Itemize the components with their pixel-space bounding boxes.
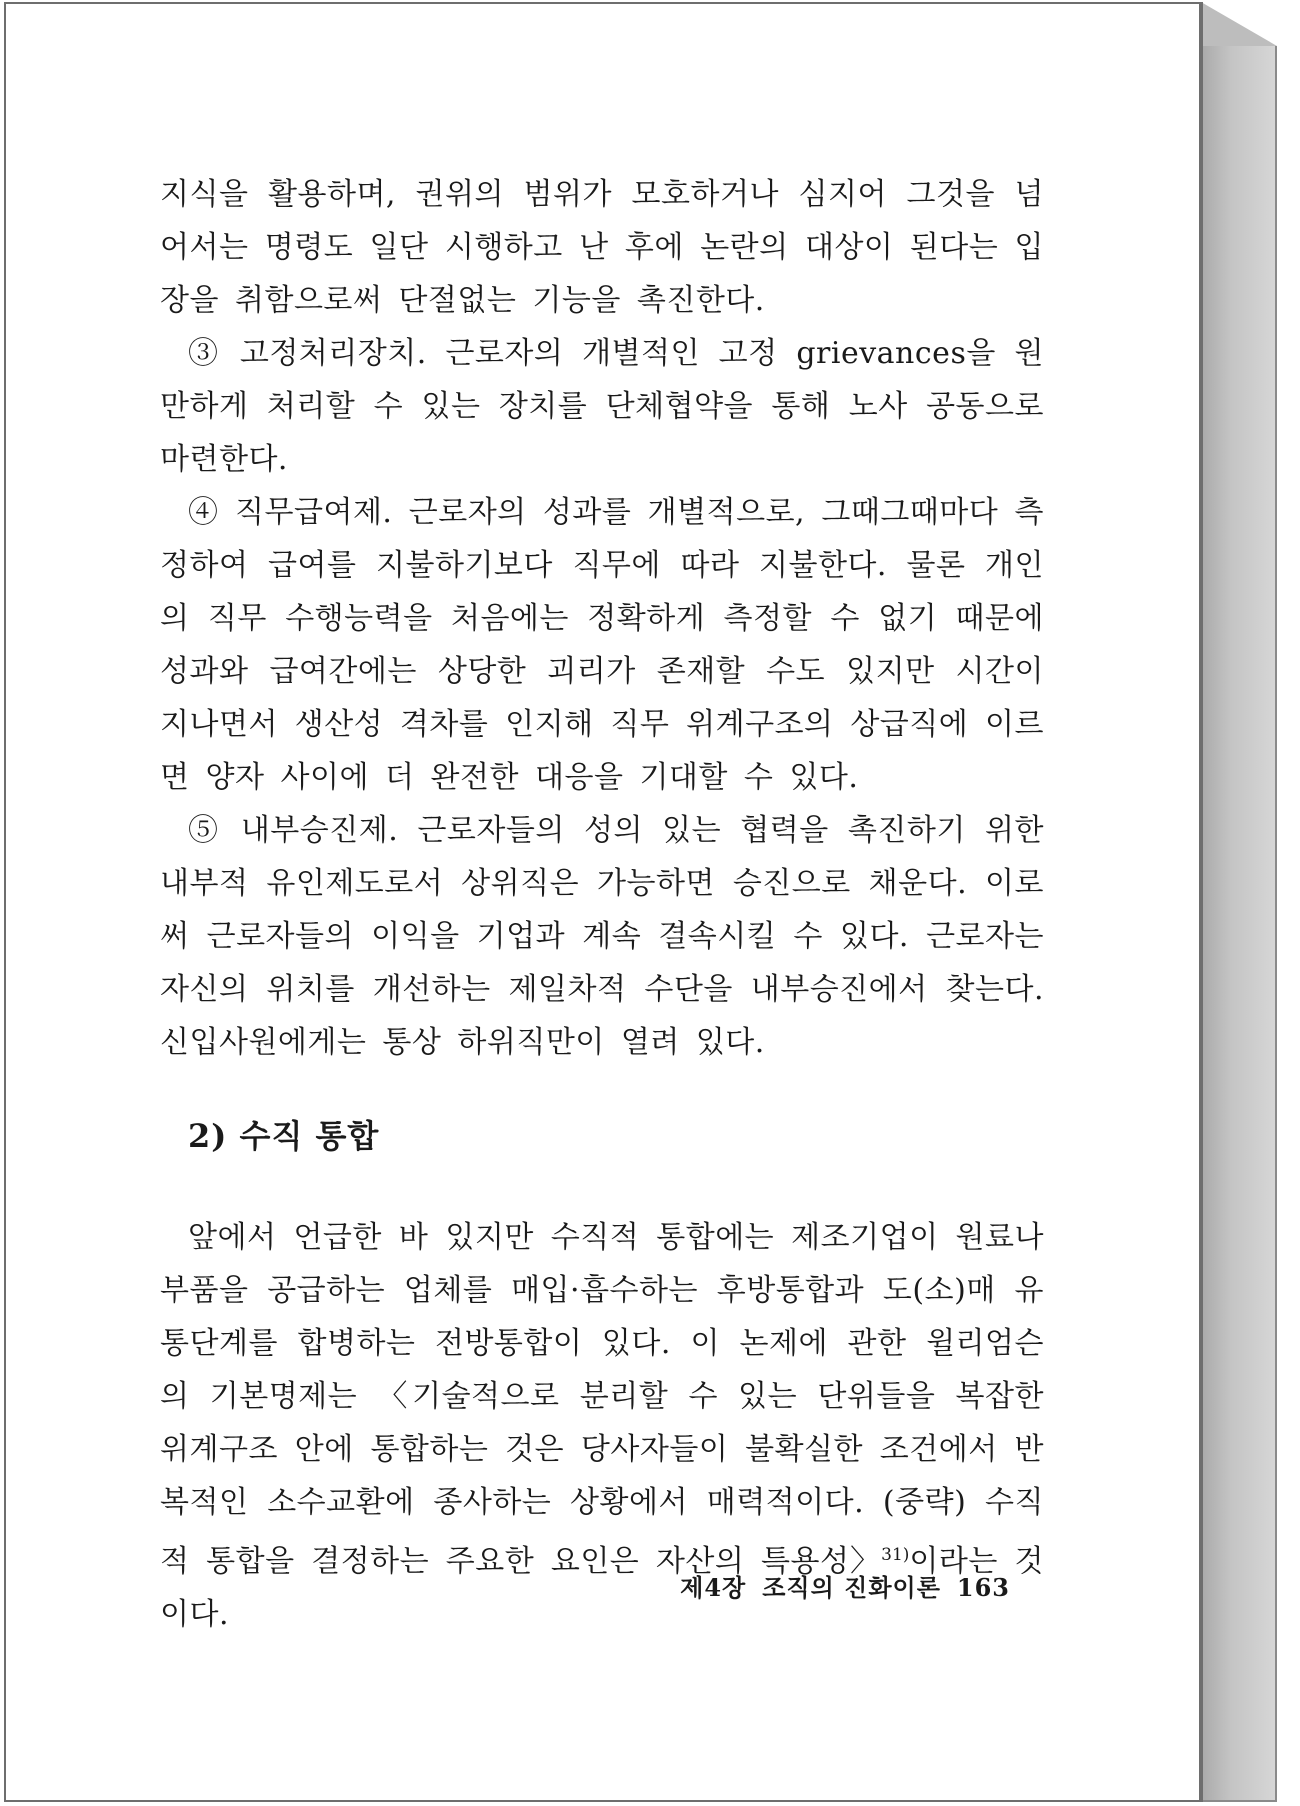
footer-chapter: 제4장 <box>680 1573 747 1602</box>
paragraph-grievance-procedure: ③ 고정처리장치. 근로자의 개별적인 고정 grievances을 원만하게 처리할 수 있는 장치를 단체협약을 통해 노사 공동으로 마련한다. <box>160 336 1044 477</box>
paragraph-internal-promotion: ⑤ 내부승진제. 근로자들의 성의 있는 협력을 촉진하기 위한 내부적 유인제도로서 상위직은 가능하면 승진으로 채운다. 이로써 근로자들의 이익을 기업과 계속 결속시킬 수 있다. 근로자는 자신의 위치를 개선하는 제일차적 수단을 내부승진에서 찾는다. 신입사원에게는 통상 하위직만이 열려 있다. <box>160 813 1044 1060</box>
page-number: 163 <box>956 1573 1010 1602</box>
paragraph-vertical-integration-end: 이라는 것이다. <box>160 1544 1044 1632</box>
footer-chapter-title: 조직의 진화이론 <box>762 1573 941 1602</box>
book-spine <box>1201 46 1277 1802</box>
footnote-reference: 31) <box>881 1545 910 1565</box>
paragraph-continued: 지식을 활용하며, 권위의 범위가 모호하거나 심지어 그것을 넘어서는 명령도 일단 시행하고 난 후에 논란의 대상이 된다는 입장을 취함으로써 단절없는 기능을 촉진한다. <box>160 177 1044 318</box>
page-body <box>160 168 1044 1641</box>
book-spine-top <box>1201 2 1277 46</box>
section-heading: 2) 수직 통합 <box>188 1117 380 1155</box>
page-edge <box>1201 2 1203 1802</box>
paragraph-vertical-integration-text: 앞에서 언급한 바 있지만 수직적 통합에는 제조기업이 원료나 부품을 공급하는 업체를 매입·흡수하는 후방통합과 도(소)매 유통단계를 합병하는 전방통합이 있다. 이 논제에 관한 윌리엄슨의 기본명제는 〈기술적으로 분리할 수 있는 단위들을 복잡한 위계구조 안에 통합하는 것은 당사자들이 불확실한 조건에서 반복적인 소수교환에 종사하는 상황에서 매력적이다. (중략) 수직적 통합을 결정하는 주요한 요인은 자산의 특용성〉 <box>160 1220 1044 1579</box>
paragraph-job-pay-system: ④ 직무급여제. 근로자의 성과를 개별적으로, 그때그때마다 측정하여 급여를 지불하기보다 직무에 따라 지불한다. 물론 개인의 직무 수행능력을 처음에는 정확하게 측정할 수 없기 때문에 성과와 급여간에는 상당한 괴리가 존재할 수도 있지만 시간이 지나면서 생산성 격차를 인지해 직무 위계구조의 상급직에 이르면 양자 사이에 더 완전한 대응을 기대할 수 있다. <box>160 495 1044 795</box>
page-footer <box>600 1568 1010 1603</box>
